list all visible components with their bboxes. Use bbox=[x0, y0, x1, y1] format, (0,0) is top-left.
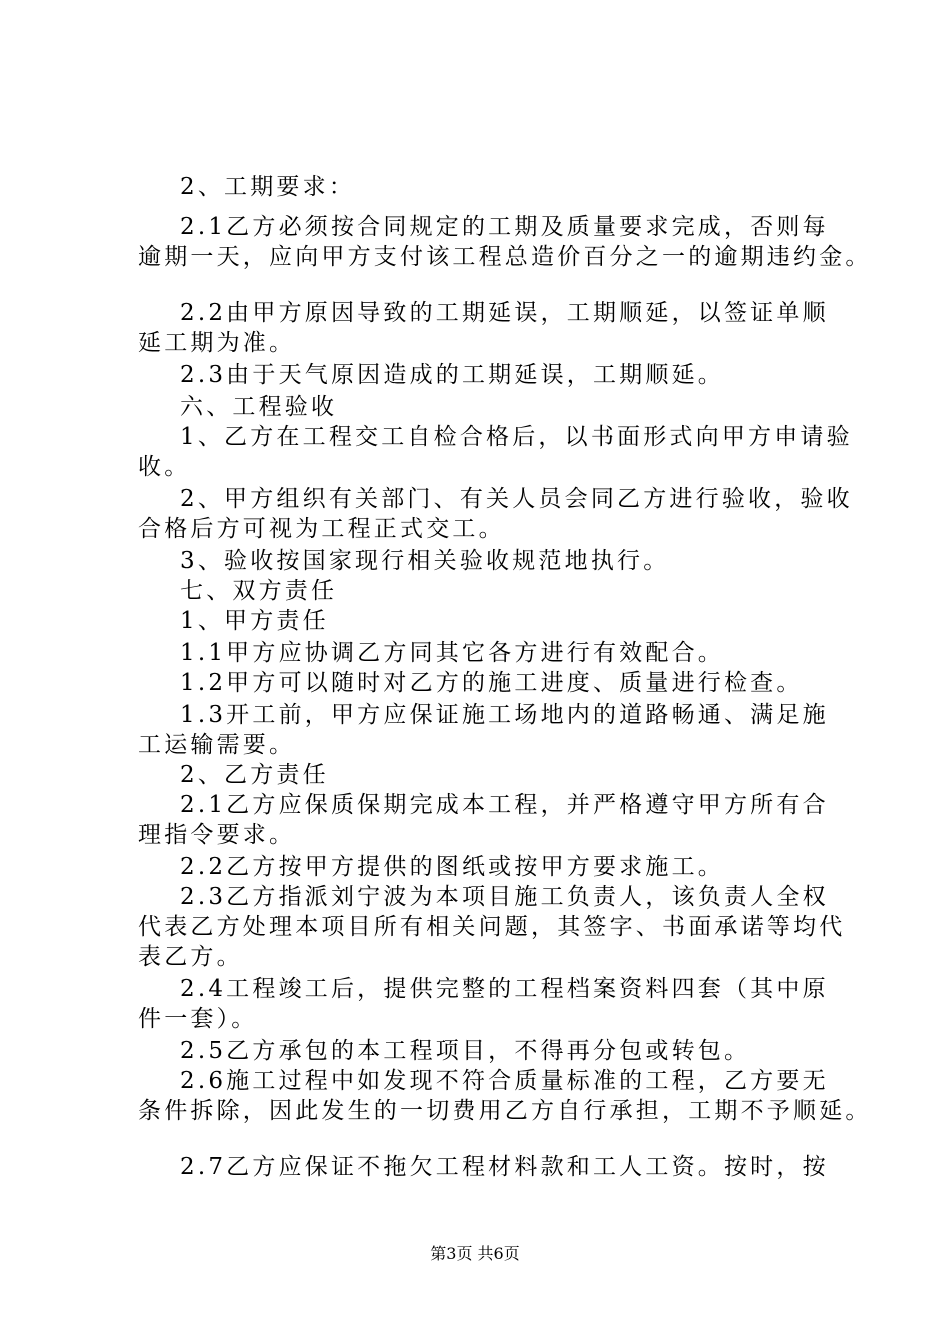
text-line: 2.3由于天气原因造成的工期延误，工期顺延。 bbox=[180, 362, 724, 388]
text-line: 2.2由甲方原因导致的工期延误，工期顺延，以签证单顺 bbox=[180, 300, 829, 326]
page-footer: 第3页 共6页 bbox=[430, 1244, 520, 1263]
text-line: 2.4工程竣工后，提供完整的工程档案资料四套（其中原 bbox=[180, 976, 829, 1002]
text-line: 延工期为准。 bbox=[138, 330, 296, 356]
text-line: 2.1乙方应保质保期完成本工程，并严格遵守甲方所有合 bbox=[180, 792, 829, 818]
section-heading: 六、工程验收 bbox=[180, 394, 338, 420]
text-line: 2.2乙方按甲方提供的图纸或按甲方要求施工。 bbox=[180, 854, 724, 880]
text-line: 2.1乙方必须按合同规定的工期及质量要求完成，否则每 bbox=[180, 214, 829, 240]
subsection-heading: 2、乙方责任 bbox=[180, 762, 329, 788]
text-line: 2.3乙方指派刘宁波为本项目施工负责人，该负责人全权 bbox=[180, 884, 829, 910]
text-line: 1、乙方在工程交工自检合格后，以书面形式向甲方申请验 bbox=[180, 424, 853, 450]
text-line: 收。 bbox=[138, 454, 191, 480]
text-line: 表乙方。 bbox=[138, 944, 243, 970]
text-line: 件一套）。 bbox=[138, 1006, 258, 1032]
text-line: 条件拆除，因此发生的一切费用乙方自行承担，工期不予顺延。 bbox=[138, 1098, 872, 1124]
text-line: 2、工期要求： bbox=[180, 174, 356, 200]
text-line: 理指令要求。 bbox=[138, 822, 296, 848]
text-line: 2.6施工过程中如发现不符合质量标准的工程，乙方要无 bbox=[180, 1068, 829, 1094]
text-line: 代表乙方处理本项目所有相关问题，其签字、书面承诺等均代 bbox=[138, 914, 846, 940]
text-line: 1.2甲方可以随时对乙方的施工进度、质量进行检查。 bbox=[180, 670, 803, 696]
text-line: 合格后方可视为工程正式交工。 bbox=[138, 516, 505, 542]
text-line: 逾期一天，应向甲方支付该工程总造价百分之一的逾期违约金。 bbox=[138, 244, 872, 270]
text-line: 1.3开工前，甲方应保证施工场地内的道路畅通、满足施 bbox=[180, 702, 829, 728]
text-line: 1.1甲方应协调乙方同其它各方进行有效配合。 bbox=[180, 640, 724, 666]
subsection-heading: 1、甲方责任 bbox=[180, 608, 329, 634]
text-line: 2.5乙方承包的本工程项目，不得再分包或转包。 bbox=[180, 1038, 751, 1064]
text-line: 工运输需要。 bbox=[138, 732, 296, 758]
section-heading: 七、双方责任 bbox=[180, 578, 338, 604]
text-line: 3、验收按国家现行相关验收规范地执行。 bbox=[180, 548, 670, 574]
text-line: 2.7乙方应保证不拖欠工程材料款和工人工资。按时，按 bbox=[180, 1154, 829, 1180]
text-line: 2、甲方组织有关部门、有关人员会同乙方进行验收，验收 bbox=[180, 486, 853, 512]
